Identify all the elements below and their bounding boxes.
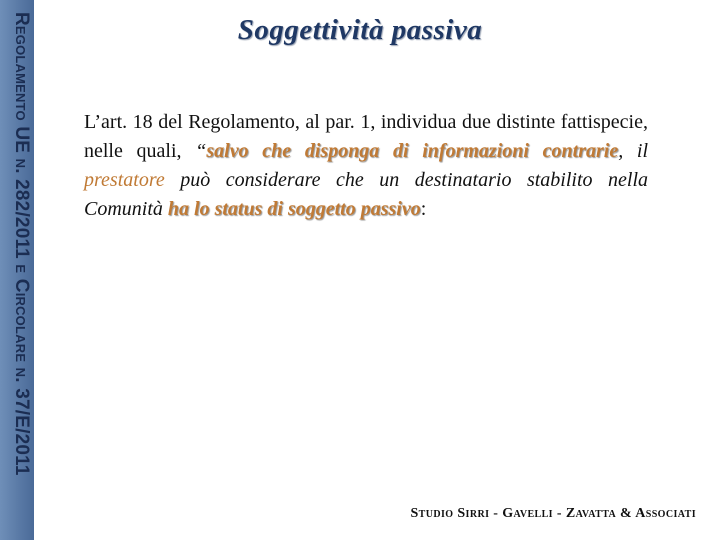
side-banner: [0, 0, 34, 540]
footer-firm-name: Studio Sirri - Gavelli - Zavatta & Associati: [410, 506, 696, 521]
side-banner-title: Regolamento UE n. 282/2011 e Circolare n. 37/E/2011: [11, 12, 32, 476]
highlight-provider: prestatore: [84, 169, 165, 191]
slide-title: Soggettività passiva: [237, 14, 483, 46]
highlight-condition: salvo che disponga di informazioni contrarie: [206, 140, 619, 162]
paragraph-connector: , il: [618, 140, 649, 162]
paragraph-intro: L’art. 18 del Regolamento, al par. 1, individua due distinte fattispecie, nelle quali,: [84, 111, 648, 162]
paragraph-end: :: [420, 198, 427, 220]
paragraph-middle: può considerare che un destinatario stabilito nella Comunità: [84, 169, 648, 220]
highlight-status: ha lo status di soggetto passivo: [167, 198, 421, 220]
slide-paragraph: [84, 108, 648, 224]
open-quote: “: [195, 140, 207, 162]
